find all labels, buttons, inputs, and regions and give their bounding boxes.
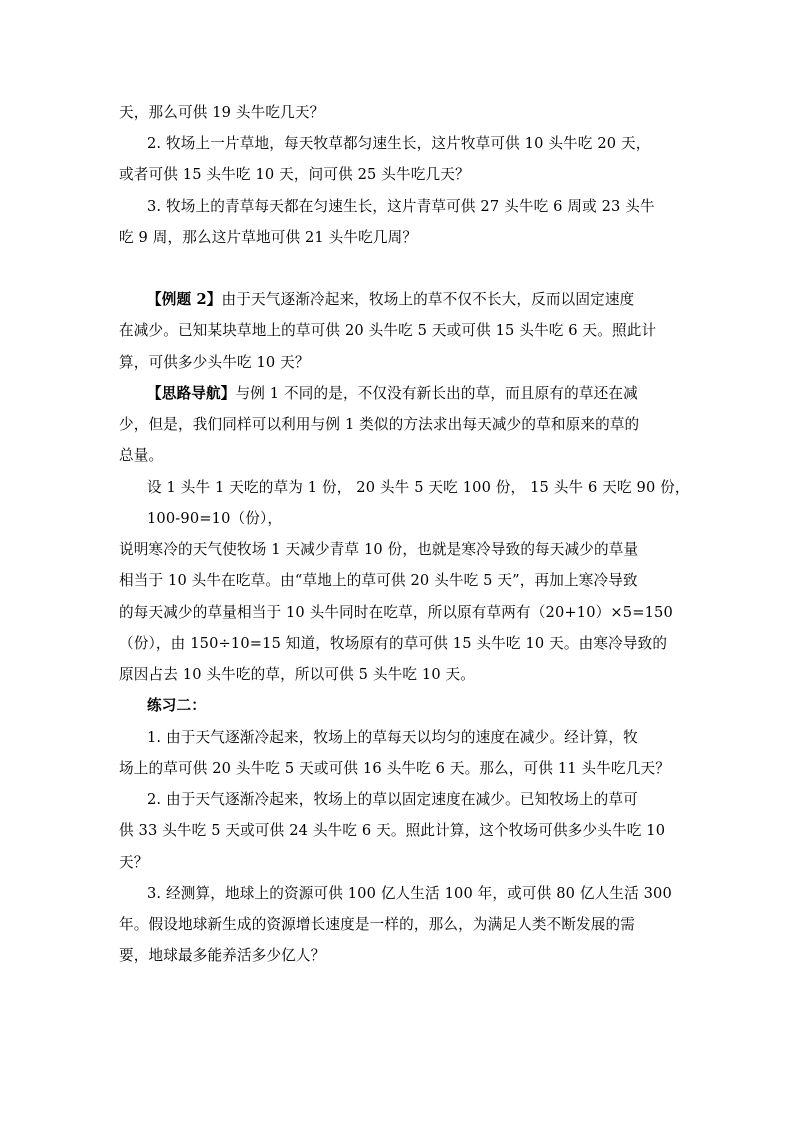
text-line: 吃 9 周，那么这片草地可供 21 头牛吃几周？ xyxy=(119,229,418,246)
guide-text: 与例 1 不同的是，不仅没有新长出的草，而且原有的草还在减 xyxy=(235,385,638,402)
text-line: 天，那么可供 19 头牛吃几天？ xyxy=(119,104,325,121)
exercise-2-heading: 练习二： xyxy=(147,697,206,714)
text-line: 2. 由于天气逐渐冷起来，牧场上的草以固定速度在减少。已知牧场上的草可 xyxy=(147,791,638,808)
text-line: 算，可供多少头牛吃 10 天？ xyxy=(119,354,310,371)
text-line: 的每天减少的草量相当于 10 头牛同时在吃草，所以原有草两有（20+10）×5=150 xyxy=(119,604,673,621)
text-line: 在减少。已知某块草地上的草可供 20 头牛吃 5 天或可供 15 头牛吃 6 天。照此计 xyxy=(119,322,657,339)
example-2-label: 【例题 2】 xyxy=(147,291,222,308)
text-line: 相当于 10 头牛在吃草。由“草地上的草可供 20 头牛吃 5 天”，再加上寒冷导致 xyxy=(119,572,638,589)
text-line: 场上的草可供 20 头牛吃 5 天或可供 16 头牛吃 6 天。那么，可供 11 头牛吃几天？ xyxy=(119,760,670,777)
text-line: 少，但是，我们同样可以利用与例 1 类似的方法求出每天减少的草和原来的草的 xyxy=(119,416,640,433)
text-line: 3. 经测算，地球上的资源可供 100 亿人生活 100 年，或可供 80 亿人生活 300 xyxy=(147,885,672,902)
text-line: 3. 牧场上的青草每天都在匀速生长，这片青草可供 27 头牛吃 6 周或 23 头牛 xyxy=(147,198,655,215)
guide-paragraph xyxy=(147,384,707,404)
text-line: 1. 由于天气逐渐冷起来，牧场上的草每天以均匀的速度在减少。经计算，牧 xyxy=(147,729,638,746)
example-2-text: 由于天气逐渐冷起来，牧场上的草不仅不长大，反而以固定速度 xyxy=(221,291,635,308)
text-line: 原因占去 10 头牛吃的草，所以可供 5 头牛吃 10 天。 xyxy=(119,666,476,683)
text-line: 要，地球最多能养活多少亿人？ xyxy=(119,947,326,964)
guide-label: 【思路导航】 xyxy=(147,385,236,402)
text-line: 或者可供 15 头牛吃 10 天，问可供 25 头牛吃几天？ xyxy=(119,166,470,183)
text-line: 供 33 头牛吃 5 天或可供 24 头牛吃 6 天。照此计算，这个牧场可供多少头牛吃 10 xyxy=(119,822,666,839)
text-line: 设 1 头牛 1 天吃的草为 1 份， 20 头牛 5 天吃 100 份， 15 头牛 6 天吃 90 份， xyxy=(147,479,690,496)
text-line: 总量。 xyxy=(119,447,164,464)
text-line: 2. 牧场上一片草地，每天牧草都匀速生长，这片牧草可供 10 头牛吃 20 天， xyxy=(147,135,651,152)
text-line: 年。假设地球新生成的资源增长速度是一样的，那么，为满足人类不断发展的需 xyxy=(119,916,636,933)
text-line: 天？ xyxy=(119,854,149,871)
text-line: 100-90=10（份）， xyxy=(147,510,283,527)
text-line: （份），由 150÷10=15 知道，牧场原有的草可供 15 头牛吃 10 天。由寒冷导致的 xyxy=(119,635,668,652)
example-2-paragraph xyxy=(147,290,707,310)
text-line: 说明寒冷的天气使牧场 1 天减少青草 10 份，也就是寒冷导致的每天减少的草量 xyxy=(119,541,639,558)
